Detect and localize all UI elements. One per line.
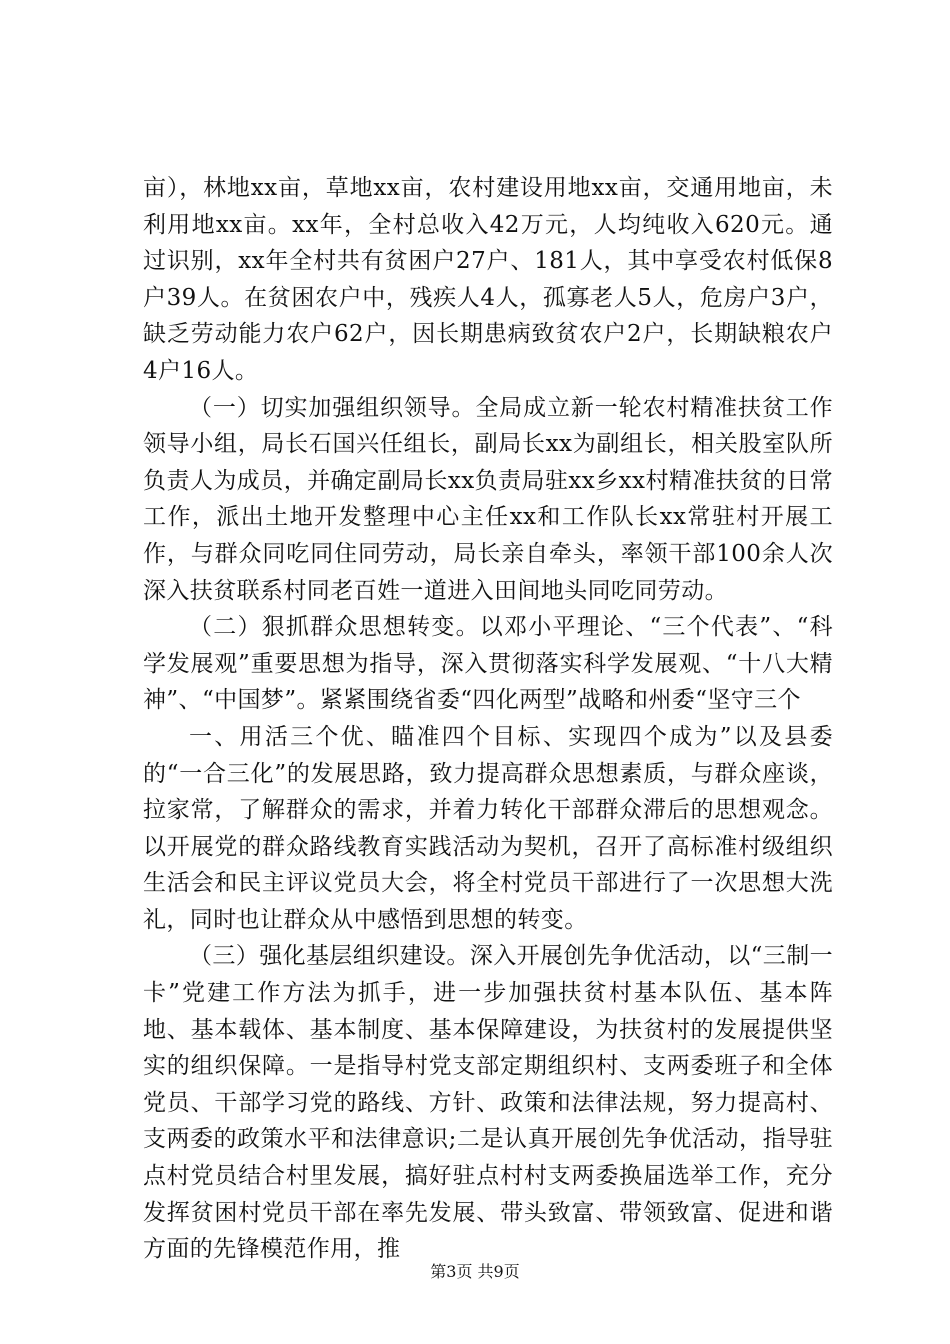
page-number-footer: 第3页 共9页 <box>430 1262 520 1281</box>
paragraph-land-statistics: 亩），林地xx亩，草地xx亩，农村建设用地xx亩，交通用地亩，未利用地xx亩。xx年，全村总收入42万元，人均纯收入620元。通过识别，xx年全村共有贫困户27户、181人，其中享受农村低保8户39人。在贫困农户中，残疾人4人，孤寡老人5人，危房户3户，缺乏劳动能力农户62户，因长期患病致贫农户2户，长期缺粮农户4户16人。 <box>143 175 833 384</box>
paragraph-development-approach: 一、用活三个优、瞄准四个目标、实现四个成为”以及县委的“一合三化”的发展思路，致力提高群众思想素质，与群众座谈，拉家常，了解群众的需求，并着力转化干部群众滞后的思想观念。以开展党的群众路线教育实践活动为契机，召开了高标准村级组织生活会和民主评议党员大会，将全村党员干部进行了一次思想大洗礼，同时也让群众从中感悟到思想的转变。 <box>143 723 833 933</box>
document-body <box>143 170 833 1268</box>
paragraph-mass-thinking: （二）狠抓群众思想转变。以邓小平理论、“三个代表”、“科学发展观”重要思想为指导，深入贯彻落实科学发展观、“十八大精神”、“中国梦”。紧紧围绕省委“四化两型”战略和州委“坚守三个 <box>143 614 833 714</box>
paragraph-grassroots-organization: （三）强化基层组织建设。深入开展创先争优活动，以“三制一卡”党建工作方法为抓手，进一步加强扶贫村基本队伍、基本阵地、基本载体、基本制度、基本保障建设，为扶贫村的发展提供坚实的组织保障。一是指导村党支部定期组织村、支两委班子和全体党员、干部学习党的路线、方针、政策和法律法规，努力提高村、支两委的政策水平和法律意识;二是认真开展创先争优活动，指导驻点村党员结合村里发展，搞好驻点村村支两委换届选举工作，充分发挥贫困村党员干部在率先发展、带头致富、带领致富、促进和谐方面的先锋模范作用，推 <box>143 943 833 1263</box>
paragraph-organization-leadership: （一）切实加强组织领导。全局成立新一轮农村精准扶贫工作领导小组，局长石国兴任组长，副局长xx为副组长，相关股室队所负责人为成员，并确定副局长xx负责局驻xx乡xx村精准扶贫的日常工作，派出土地开发整理中心主任xx和工作队长xx常驻村开展工作，与群众同吃同住同劳动，局长亲自牵头，率领干部100余人次深入扶贫联系村同老百姓一道进入田间地头同吃同劳动。 <box>143 394 833 604</box>
